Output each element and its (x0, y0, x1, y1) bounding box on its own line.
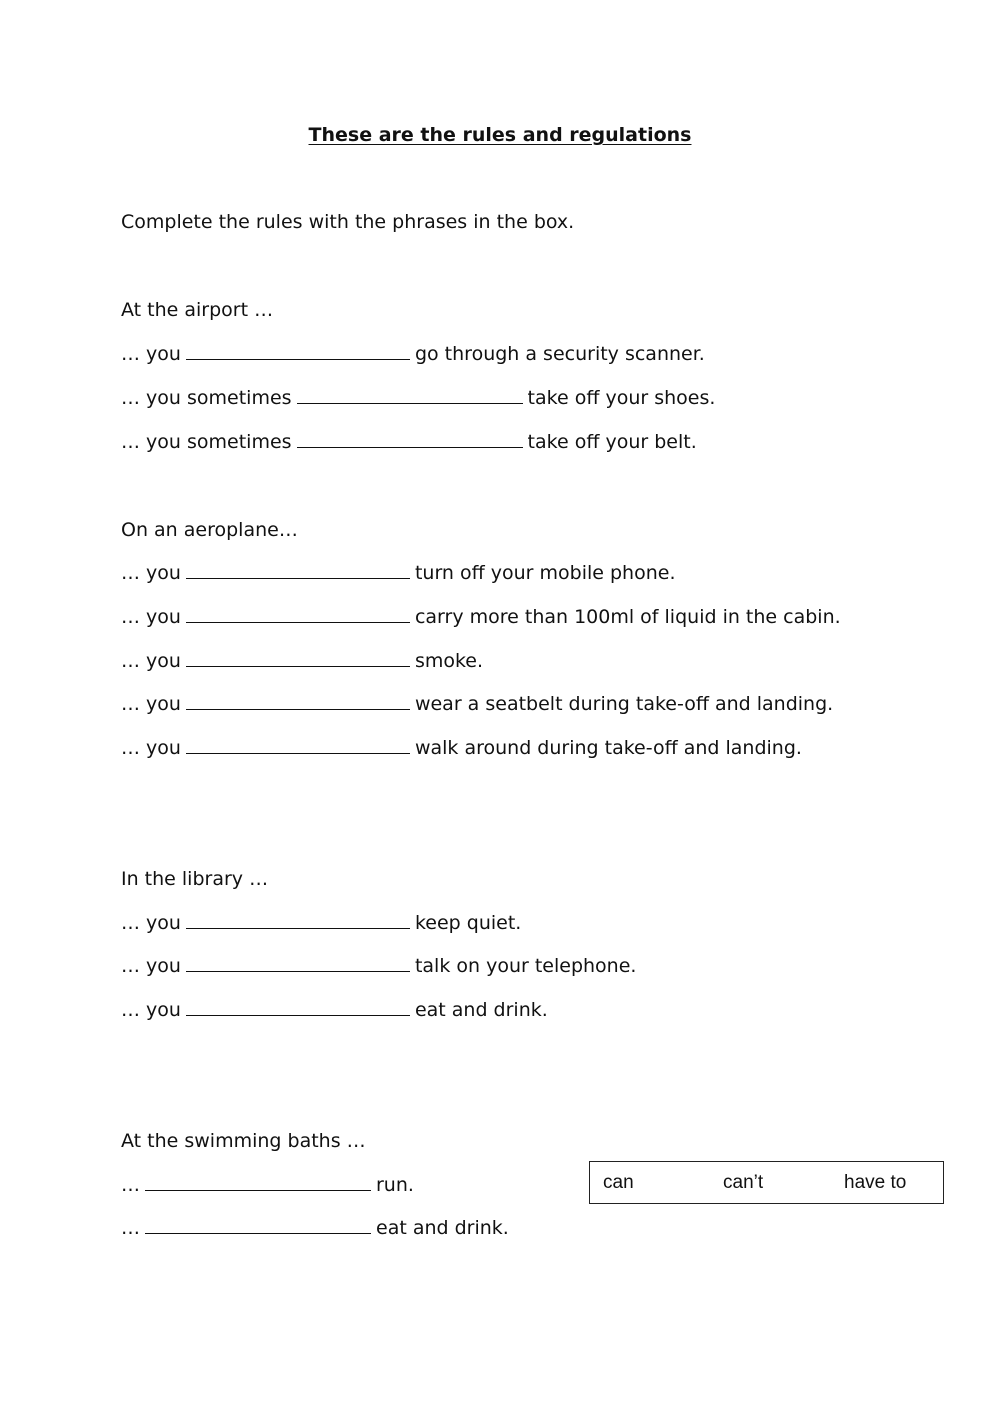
item-prefix: … you (121, 693, 181, 715)
item-prefix: … you (121, 955, 181, 977)
answer-blank[interactable] (145, 1174, 371, 1191)
item-suffix: smoke. (414, 650, 484, 672)
item-prefix: … (121, 1217, 140, 1239)
exercise-item (121, 955, 636, 977)
item-suffix: turn off your mobile phone. (414, 562, 676, 584)
answer-blank[interactable] (186, 650, 410, 667)
section-heading-library: In the library … (121, 868, 269, 890)
exercise-item (121, 562, 676, 584)
item-suffix: go through a security scanner. (414, 343, 705, 365)
item-prefix: … you (121, 343, 181, 365)
exercise-item (121, 1217, 509, 1239)
item-suffix: run. (376, 1174, 414, 1196)
exercise-item (121, 693, 833, 715)
exercise-item (121, 343, 705, 365)
exercise-item (121, 606, 841, 628)
item-prefix: … you (121, 562, 181, 584)
item-prefix: … you (121, 999, 181, 1021)
item-prefix: … you (121, 650, 181, 672)
answer-blank[interactable] (186, 912, 410, 929)
exercise-item (121, 999, 548, 1021)
item-prefix: … you (121, 606, 181, 628)
answer-blank[interactable] (297, 431, 523, 448)
section-heading-airport: At the airport … (121, 299, 274, 321)
item-prefix: … you sometimes (121, 387, 292, 409)
answer-blank[interactable] (145, 1217, 371, 1234)
item-suffix: keep quiet. (414, 912, 522, 934)
item-suffix: take off your belt. (527, 431, 697, 453)
word-option: can (603, 1172, 634, 1193)
item-suffix: wear a seatbelt during take-off and landing. (414, 693, 834, 715)
exercise-item (121, 737, 802, 759)
item-prefix: … (121, 1174, 140, 1196)
worksheet-title: These are the rules and regulations (308, 124, 692, 146)
exercise-item (121, 650, 483, 672)
exercise-item (121, 387, 715, 409)
answer-blank[interactable] (186, 737, 410, 754)
answer-blank[interactable] (297, 387, 523, 404)
answer-blank[interactable] (186, 693, 410, 710)
item-prefix: … you (121, 912, 181, 934)
answer-blank[interactable] (186, 955, 410, 972)
answer-blank[interactable] (186, 999, 410, 1016)
answer-blank[interactable] (186, 343, 410, 360)
word-option: can’t (723, 1172, 764, 1193)
instruction-text: Complete the rules with the phrases in the box. (121, 211, 575, 233)
section-heading-swimming-baths: At the swimming baths … (121, 1130, 366, 1152)
item-suffix: eat and drink. (414, 999, 548, 1021)
word-box (589, 1161, 944, 1204)
exercise-item (121, 912, 521, 934)
item-suffix: carry more than 100ml of liquid in the cabin. (414, 606, 841, 628)
word-option: have to (844, 1172, 907, 1193)
item-prefix: … you (121, 737, 181, 759)
item-prefix: … you sometimes (121, 431, 292, 453)
answer-blank[interactable] (186, 562, 410, 579)
item-suffix: talk on your telephone. (414, 955, 637, 977)
item-suffix: take off your shoes. (527, 387, 716, 409)
exercise-item (121, 1174, 414, 1196)
answer-blank[interactable] (186, 606, 410, 623)
item-suffix: eat and drink. (376, 1217, 509, 1239)
item-suffix: walk around during take-off and landing. (414, 737, 802, 759)
section-heading-aeroplane: On an aeroplane… (121, 519, 298, 541)
exercise-item (121, 431, 697, 453)
